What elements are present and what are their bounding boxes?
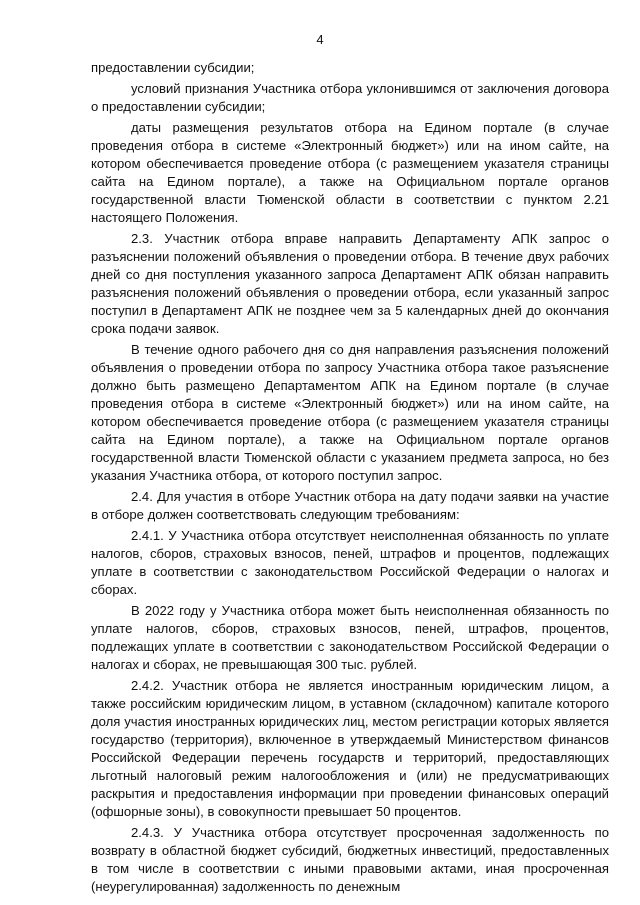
paragraph: 2.4.3. У Участника отбора отсутствует просроченная задолженность по возврату в областной бюджет субсидий, бюджетных инвестиций, предоставленных в том числе в соответствии с иными правовыми актами, иная просроченная (неурегулированная) задолженность по денежным (91, 825, 609, 894)
page-number: 4 (316, 32, 324, 47)
paragraph: 2.4.1. У Участника отбора отсутствует неисполненная обязанность по уплате налогов, сборов, страховых взносов, пеней, штрафов и процентов, подлежащих уплате в соответствии с законодательством Российской Федерации о налогах и сборах. (91, 528, 609, 597)
paragraph: 2.4.2. Участник отбора не является иностранным юридическим лицом, а также российским юридическим лицом, в уставном (складочном) капитале которого доля участия иностранных юридических лиц, местом регистрации которых является государство (территория), включенное в утверждаемый Министерством финансов Российской Федерации перечень государств и территорий, предоставляющих льготный налоговый режим налогообложения и (или) не предусматривающих раскрытия и предоставления информации при проведении финансовых операций (офшорные зоны), в совокупности превышает 50 процентов. (91, 678, 609, 819)
paragraph: В 2022 году у Участника отбора может быть неисполненная обязанность по уплате налогов, сборов, страховых взносов, пеней, штрафов, процентов, подлежащих уплате в соответствии с законодательством Российской Федерации о налогах и сборах, не превышающая 300 тыс. рублей. (91, 603, 609, 672)
paragraph: предоставлении субсидии; (91, 60, 255, 75)
paragraph: условий признания Участника отбора уклонившимся от заключения договора о предоставлении субсидии; (91, 81, 609, 114)
paragraph: даты размещения результатов отбора на Едином портале (в случае проведения отбора в системе «Электронный бюджет») или на ином сайте, на котором обеспечивается проведение отбора (с размещением указателя страницы сайта на Едином портале), а также на Официальном портале органов государственной власти Тюменской области в соответствии с пунктом 2.21 настоящего Положения. (91, 120, 609, 225)
paragraph: 2.3. Участник отбора вправе направить Департаменту АПК запрос о разъяснении положений объявления о проведении отбора. В течение двух рабочих дней со дня поступления указанного запроса Департамент АПК обязан направить разъяснения положений объявления о проведении отбора, если указанный запрос поступил в Департамент АПК не позднее чем за 5 календарных дней до окончания срока подачи заявок. (91, 231, 609, 336)
paragraph: В течение одного рабочего дня со дня направления разъяснения положений объявления о проведении отбора по запросу Участника отбора такое разъяснение должно быть размещено Департаментом АПК на Едином портале (в случае проведения отбора в системе «Электронный бюджет») или на ином сайте, на котором обеспечивается проведение отбора (с размещением указателя страницы сайта на Едином портале), а также на Официальном портале органов государственной власти Тюменской области с указанием предмета запроса, но без указания Участника отбора, от которого поступил запрос. (91, 342, 609, 483)
paragraph: 2.4. Для участия в отборе Участник отбора на дату подачи заявки на участие в отборе должен соответствовать следующим требованиям: (91, 489, 609, 522)
document-body (91, 59, 609, 899)
